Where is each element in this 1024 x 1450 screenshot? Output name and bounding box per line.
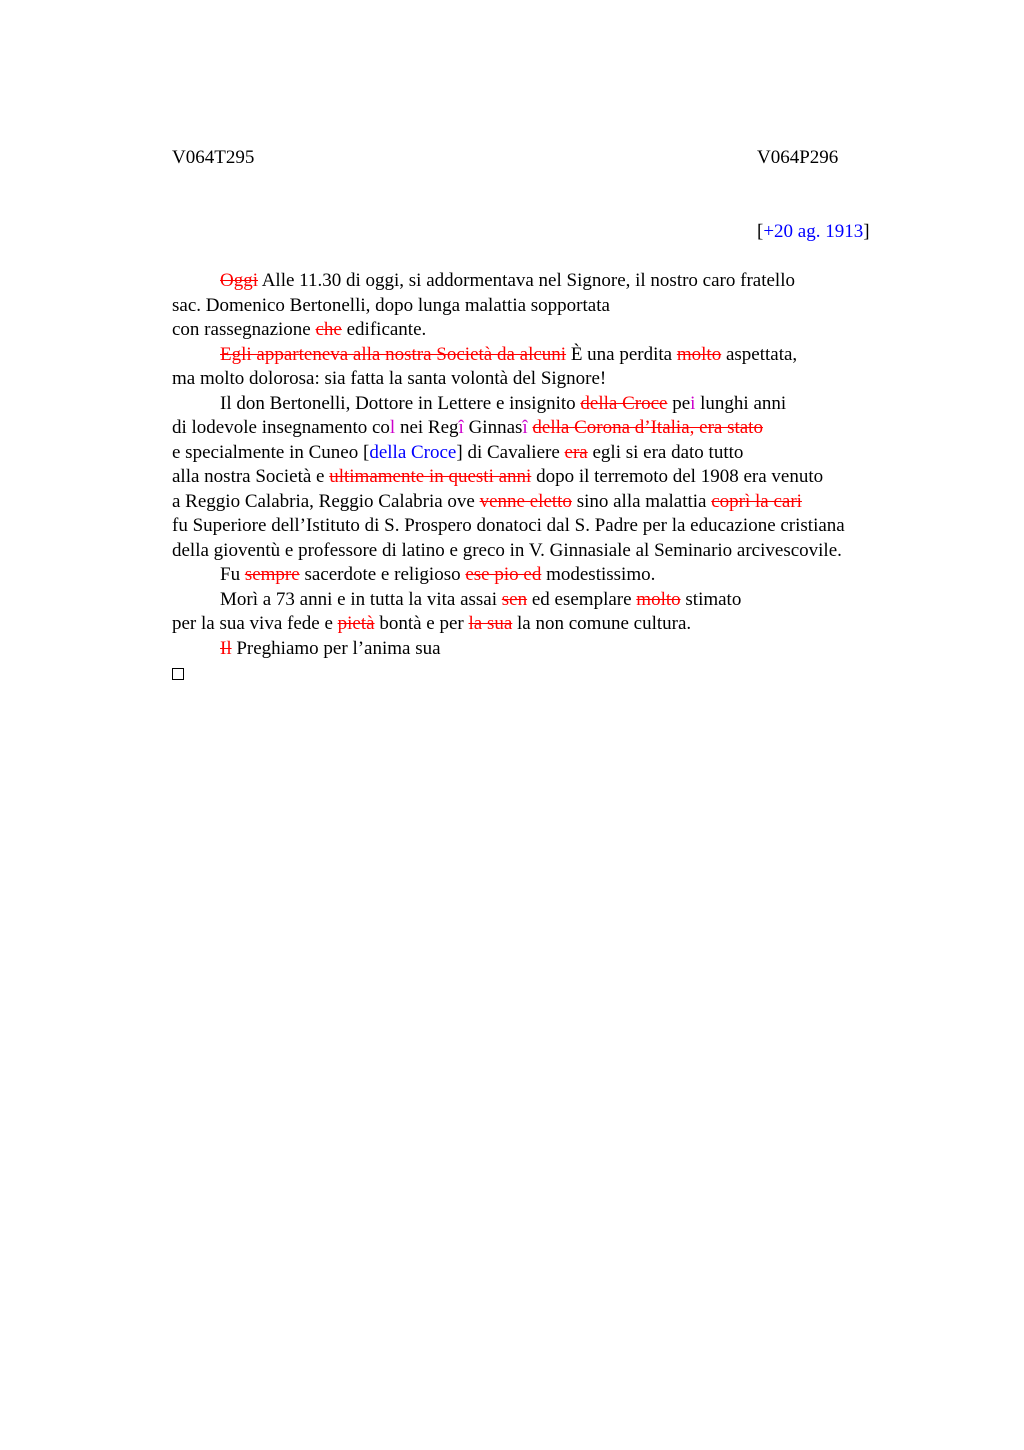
corrected-letter: l bbox=[389, 417, 396, 438]
text-segment: ma molto dolorosa: sia fatta la santa volontà del Signore! bbox=[172, 368, 607, 389]
right-page-code: V064P296 bbox=[757, 147, 839, 168]
text-line bbox=[172, 269, 912, 294]
text-segment: Morì a 73 anni e in tutta la vita assai bbox=[220, 588, 502, 610]
text-segment: alla nostra Società e bbox=[172, 466, 330, 487]
left-page-code: V064T295 bbox=[172, 147, 255, 168]
deleted-text: molto bbox=[676, 343, 722, 365]
deleted-text: sempre bbox=[244, 564, 300, 585]
deleted-text: venne eletto bbox=[479, 490, 572, 512]
text-line bbox=[172, 539, 912, 564]
deleted-text: della Croce bbox=[580, 392, 668, 414]
date-text: +20 ag. 1913 bbox=[763, 221, 864, 242]
date-close-bracket: ] bbox=[863, 221, 870, 242]
text-segment: edificante. bbox=[341, 319, 427, 340]
text-line bbox=[172, 392, 912, 417]
text-segment: ] di Cavaliere bbox=[456, 441, 565, 463]
text-line bbox=[172, 514, 912, 539]
text-segment: stimato bbox=[680, 588, 742, 610]
text-segment: di lodevole insegnamento co bbox=[172, 417, 390, 438]
deleted-text: che bbox=[315, 319, 342, 340]
text-line bbox=[172, 416, 912, 441]
text-segment: Il don Bertonelli, Dottore in Lettere e insignito bbox=[220, 392, 581, 414]
deleted-text: della Corona d’Italia, era stato bbox=[532, 417, 763, 438]
text-segment: ed esemplare bbox=[527, 588, 637, 610]
text-line bbox=[172, 612, 912, 637]
text-segment: nei Reg bbox=[395, 417, 459, 438]
text-segment: È una perdita bbox=[566, 343, 677, 365]
deleted-text: pietà bbox=[337, 613, 375, 634]
text-segment: sac. Domenico Bertonelli, dopo lunga malattia sopportata bbox=[172, 294, 610, 316]
corrected-letter: i bbox=[690, 392, 696, 414]
text-line bbox=[172, 318, 912, 343]
text-line bbox=[172, 490, 912, 515]
text-segment: della gioventù e professore di latino e greco in V. Ginnasiale al Seminario arcivescovile. bbox=[172, 539, 842, 561]
text-line bbox=[172, 465, 912, 490]
text-segment: lunghi anni bbox=[695, 392, 787, 414]
deleted-text: coprì la cari bbox=[711, 490, 802, 512]
deleted-text: Oggi bbox=[220, 270, 258, 291]
text-segment: Preghiamo per l’anima sua bbox=[231, 637, 441, 659]
end-square-icon bbox=[172, 668, 184, 680]
text-line bbox=[172, 367, 912, 392]
corrected-letter: î bbox=[458, 417, 464, 438]
text-segment: e specialmente in Cuneo [ bbox=[172, 441, 370, 463]
end-marker-line bbox=[172, 661, 912, 686]
deleted-text: ese pio ed bbox=[465, 564, 542, 585]
text-segment: sacerdote e religioso bbox=[299, 564, 466, 585]
text-segment: fu Superiore dell’Istituto di S. Prospero donatoci dal S. Padre per la educazione cristiana bbox=[172, 515, 845, 536]
deleted-text: era bbox=[564, 441, 588, 463]
deleted-text: ultimamente in questi anni bbox=[329, 466, 532, 487]
text-segment: sino alla malattia bbox=[571, 490, 712, 512]
corrected-letter: î bbox=[522, 417, 528, 438]
deleted-text: molto bbox=[636, 588, 681, 610]
text-segment: egli si era dato tutto bbox=[587, 441, 744, 463]
text-line bbox=[172, 441, 912, 466]
text-line bbox=[172, 588, 912, 613]
date-open-bracket: [ bbox=[757, 221, 764, 242]
text-segment: Alle 11.30 di oggi, si addormentava nel Signore, il nostro caro fratello bbox=[258, 270, 795, 291]
text-segment: dopo il terremoto del 1908 era venuto bbox=[531, 466, 824, 487]
text-segment: bontà e per bbox=[374, 613, 469, 634]
deleted-text: sen bbox=[501, 588, 528, 610]
deleted-text: Il bbox=[220, 637, 232, 659]
text-segment: Fu bbox=[220, 564, 245, 585]
text-line bbox=[172, 637, 912, 662]
editorial-insertion: della Croce bbox=[369, 441, 457, 463]
text-line bbox=[172, 343, 912, 368]
text-line bbox=[172, 294, 912, 319]
text-segment: per la sua viva fede e bbox=[172, 613, 338, 634]
text-segment: a Reggio Calabria, Reggio Calabria ove bbox=[172, 490, 480, 512]
document-body bbox=[172, 269, 912, 686]
text-segment: la non comune cultura. bbox=[512, 613, 692, 634]
text-line bbox=[172, 563, 912, 588]
text-segment: aspettata, bbox=[721, 343, 798, 365]
deleted-text: Egli apparteneva alla nostra Società da alcuni bbox=[220, 343, 567, 365]
text-segment: Ginnas bbox=[463, 417, 523, 438]
text-segment: modestissimo. bbox=[541, 564, 656, 585]
text-segment: pe bbox=[667, 392, 691, 414]
text-segment: con rassegnazione bbox=[172, 319, 316, 340]
date-annotation bbox=[757, 220, 870, 244]
deleted-text: la sua bbox=[468, 613, 513, 634]
